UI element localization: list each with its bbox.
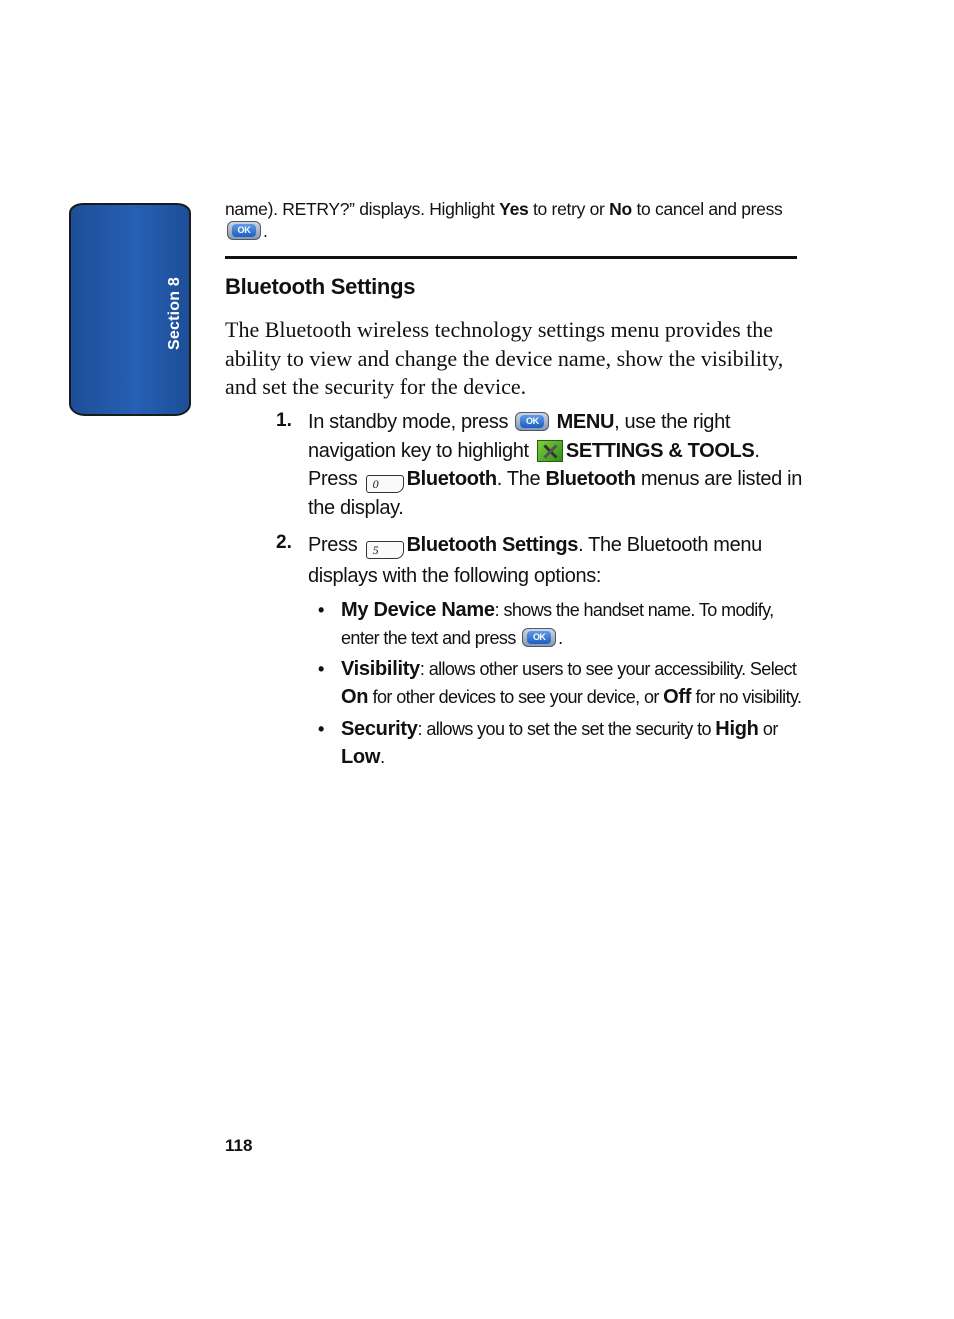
my-device-name-term: My Device Name [341,599,495,621]
bluetooth-settings-term: Bluetooth Settings [406,534,579,556]
step-2-part2: . The Bluetooth menu displays with the following options: [308,534,762,587]
section-heading: Bluetooth Settings [225,274,416,299]
low-term: Low [341,746,381,768]
bullet-2-part2: for other devices to see your device, or [368,687,664,707]
bullet-my-device-name [341,596,811,652]
step-2-number: 2. [276,532,292,553]
menu-term: MENU [556,411,615,433]
continuation-part1: name). RETRY?” displays. Highlight [225,199,500,219]
page-number: 118 [225,1136,253,1155]
yes-term: Yes [499,199,529,219]
bullet-dot: • [318,600,325,620]
key-5-icon: 5 [366,541,404,559]
on-term: On [341,686,369,708]
bullet-dot: • [318,659,325,679]
section-tab-label: Section 8 [166,277,183,350]
bluetooth-term: Bluetooth [406,468,497,490]
section-divider [225,256,797,259]
settings-tools-term: SETTINGS & TOOLS [565,439,755,462]
bullet-visibility [341,655,811,711]
bullet-1-end: . [558,628,563,648]
bullet-3-part1: : allows you to set the set the security to [417,719,716,739]
continuation-end: . [263,221,268,241]
security-term: Security [341,718,418,740]
ok-key-icon [522,628,556,647]
key-0-icon: 0 [366,475,404,493]
bullet-dot: • [318,719,325,739]
continuation-text [225,198,825,242]
bullet-1-part1: : shows the handset name. To modify, enter the text and press [341,600,774,648]
step-1-part5: menus are listed in the display. [308,468,803,519]
continuation-part2: to retry or [528,199,610,219]
no-term: No [609,199,632,219]
ok-key-icon [515,412,549,431]
bullet-3-part3: . [380,747,385,767]
step-1-part3: . Press [308,439,760,490]
bullet-security [341,715,811,771]
step-1-part4: . The [496,468,546,490]
bluetooth-term-2: Bluetooth [545,468,636,490]
step-1-part2: , use the right navigation key to highlight [308,411,731,462]
step-2-text [308,530,808,592]
high-term: High [715,718,759,740]
ok-key-icon [227,221,261,240]
step-1-text [308,408,808,522]
step-2-part1: Press [308,534,363,556]
step-1-number: 1. [276,410,292,431]
step-1-part1: In standby mode, press [308,411,514,433]
visibility-term: Visibility [341,658,420,680]
bullet-2-part3: for no visibility. [691,687,802,707]
continuation-part3: to cancel and press [631,199,783,219]
bullet-2-part1: : allows other users to see your accessibility. Select [419,659,797,679]
off-term: Off [663,686,692,708]
settings-tools-icon [537,440,563,462]
intro-paragraph: The Bluetooth wireless technology settings menu provides the ability to view and change the device name, show the visibility, and set the security for the device. [225,317,784,399]
bullet-3-part2: or [758,719,778,739]
